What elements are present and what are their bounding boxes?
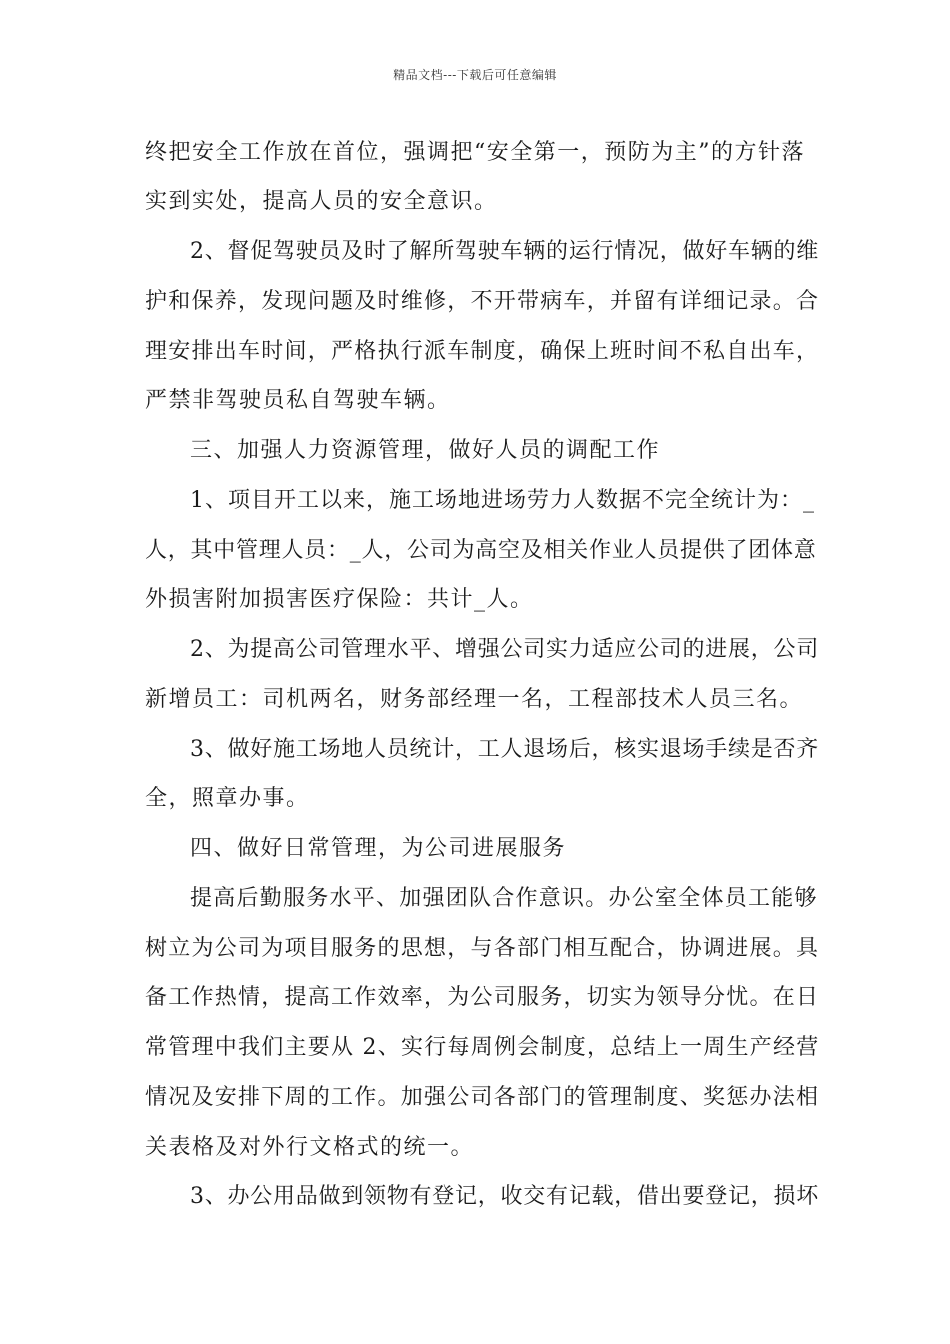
body-line: 关表格及对外行文格式的统一。: [145, 1135, 475, 1160]
section-heading: 三、加强人力资源管理，做好人员的调配工作: [190, 438, 661, 463]
page-header: 精品文档---下载后可任意编辑: [393, 68, 557, 82]
body-line: 终把安全工作放在首位，强调把“安全第一，预防为主”的方针落: [145, 140, 805, 165]
body-line: 严禁非驾驶员私自驾驶车辆。: [145, 388, 451, 413]
section-heading: 四、做好日常管理，为公司进展服务: [190, 836, 567, 861]
body-line: 外损害附加损害医疗保险：共计_人。: [145, 587, 534, 612]
body-line: 新增员工：司机两名，财务部经理一名，工程部技术人员三名。: [145, 687, 804, 712]
body-line: 3、做好施工场地人员统计，工人退场后，核实退场手续是否齐: [190, 737, 819, 762]
body-line: 提高后勤服务水平、加强团队合作意识。办公室全体员工能够: [190, 886, 818, 911]
body-line: 实到实处，提高人员的安全意识。: [145, 189, 498, 214]
body-line: 人，其中管理人员：_人，公司为高空及相关作业人员提供了团体意: [145, 538, 817, 563]
body-line: 2、为提高公司管理水平、增强公司实力适应公司的进展，公司: [190, 637, 819, 662]
body-line: 理安排出车时间，严格执行派车制度，确保上班时间不私自出车，: [145, 339, 820, 364]
body-line: 树立为公司为项目服务的思想，与各部门相互配合，协调进展。具: [145, 936, 820, 961]
body-line: 1、项目开工以来，施工场地进场劳力人数据不完全统计为：_: [190, 488, 815, 513]
body-line: 全，照章办事。: [145, 786, 310, 811]
body-line: 2、督促驾驶员及时了解所驾驶车辆的运行情况，做好车辆的维: [190, 239, 819, 264]
body-line: 情况及安排下周的工作。加强公司各部门的管理制度、奖惩办法相: [145, 1085, 820, 1110]
body-line: 备工作热情，提高工作效率，为公司服务，切实为领导分忧。在日: [145, 985, 820, 1010]
body-line: 护和保养，发现问题及时维修，不开带病车，并留有详细记录。合: [145, 289, 820, 314]
body-line: 常管理中我们主要从 2、实行每周例会制度，总结上一周生产经营: [145, 1035, 820, 1060]
body-line: 3、办公用品做到领物有登记，收交有记载，借出要登记，损坏: [190, 1184, 819, 1209]
